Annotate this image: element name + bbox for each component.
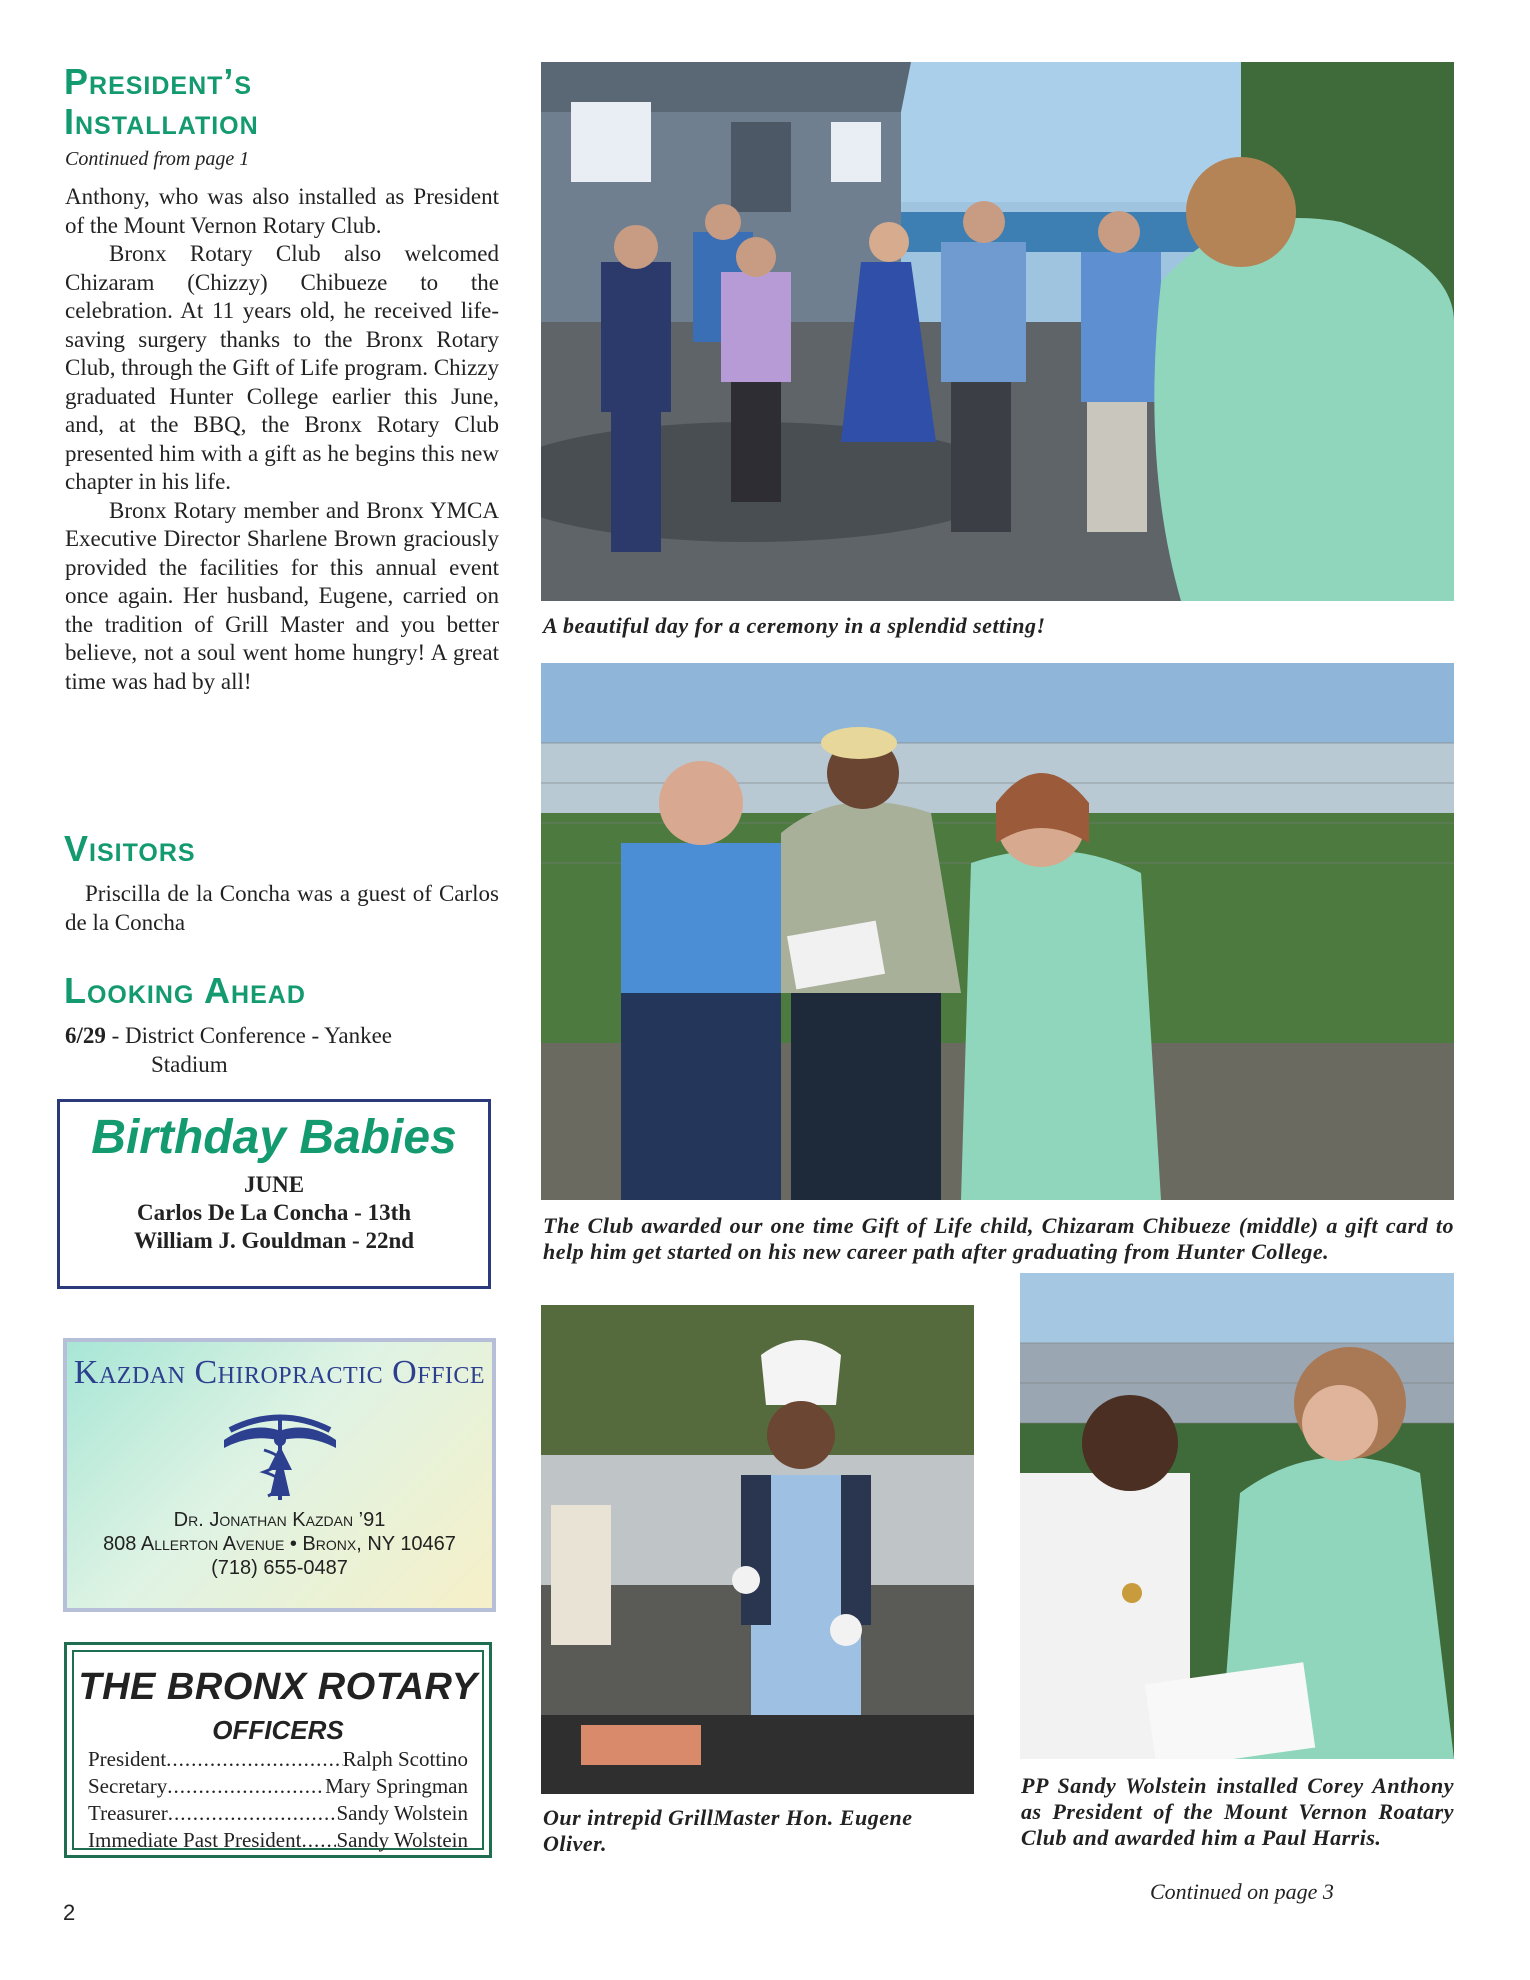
- page-number: 2: [63, 1900, 76, 1925]
- continued-from: Continued from page 1: [65, 148, 250, 170]
- officers-subtitle: OFFICERS: [212, 1715, 344, 1745]
- officer-row: Secretary ..... Mary Springman: [88, 1773, 468, 1800]
- continued-on: Continued on page 3: [1150, 1879, 1334, 1904]
- caduceus-logo-icon: [220, 1400, 340, 1504]
- photo-gift-presentation: [541, 663, 1454, 1200]
- event-name-cont: Stadium: [151, 1051, 228, 1077]
- looking-ahead-heading: Looking Ahead: [64, 970, 306, 1011]
- birthday-month: JUNE: [243, 1172, 305, 1197]
- kazdan-doctor: Dr. Jonathan Kazdan ’91: [173, 1509, 386, 1531]
- kazdan-address: 808 Allerton Avenue • Bronx, NY 10467: [103, 1533, 456, 1555]
- officer-row: President ..... Ralph Scottino: [88, 1746, 468, 1773]
- visitors-heading: Visitors: [64, 828, 196, 869]
- photo-paul-harris-award: [1020, 1273, 1454, 1759]
- visitors-text: Priscilla de la Concha was a guest of Carlos de la Concha: [65, 881, 499, 935]
- caption-photo-1: A beautiful day for a ceremony in a splendid setting!: [543, 613, 1046, 638]
- officer-row: Immediate Past President ..... Sandy Wolstein: [88, 1827, 468, 1854]
- caption-photo-4: PP Sandy Wolstein installed Corey Anthony as President of the Mount Vernon Roatary Club and awarded him a Paul Harris.: [1021, 1773, 1454, 1850]
- birthday-box: [57, 1099, 491, 1289]
- article-paragraph-1: Anthony, who was also installed as President of the Mount Vernon Rotary Club.: [65, 184, 499, 238]
- photo-grillmaster: [541, 1305, 974, 1794]
- birthday-entry-1: Carlos De La Concha - 13th: [136, 1200, 412, 1225]
- article-paragraph-2: Bronx Rotary Club also welcomed Chizaram (Chizzy) Chibueze to the celebration. At 11 years old, he received life-saving surgery thanks to the Bronx Rotary Club, through the Gift of Life program. Chizzy graduated Hunter College earlier this June, and, at the BBQ, the Bronx Rotary Club presented him with a gift as he begins this new chapter in his life.: [65, 241, 499, 494]
- kazdan-ad: [63, 1338, 496, 1612]
- officers-box: [64, 1642, 492, 1858]
- caption-photo-3: Our intrepid GrillMaster Hon. Eugene Oliver.: [543, 1805, 913, 1856]
- birthday-entry-2: William J. Gouldman - 22nd: [133, 1228, 415, 1253]
- event-name: - District Conference - Yankee: [105, 1023, 393, 1048]
- officers-title: THE BRONX ROTARY: [78, 1666, 478, 1708]
- article-title: [64, 62, 259, 142]
- birthday-title: Birthday Babies: [91, 1111, 457, 1164]
- kazdan-phone: (718) 655-0487: [211, 1557, 348, 1579]
- looking-ahead-item: [65, 1022, 499, 1079]
- officer-row: Treasurer ..... Sandy Wolstein: [88, 1800, 468, 1827]
- photo-group-ceremony: [541, 62, 1454, 601]
- caption-photo-2: The Club awarded our one time Gift of Life child, Chizaram Chibueze (middle) a gift card to help him get started on his new career path after graduating from Hunter College.: [543, 1213, 1454, 1264]
- article-body: [65, 183, 499, 696]
- article-paragraph-3: Bronx Rotary member and Bronx YMCA Executive Director Sharlene Brown graciously provided the facilities for this annual event once again. Her husband, Eugene, carried on the tradition of Grill Master and you better believe, not a soul went home hungry! A great time was had by all!: [65, 497, 499, 694]
- kazdan-title: Kazdan Chiropractic Office: [73, 1354, 486, 1391]
- article-title-line1: President’s: [64, 61, 253, 102]
- event-date: 6/29: [65, 1023, 106, 1048]
- article-title-line2: Installation: [64, 101, 259, 142]
